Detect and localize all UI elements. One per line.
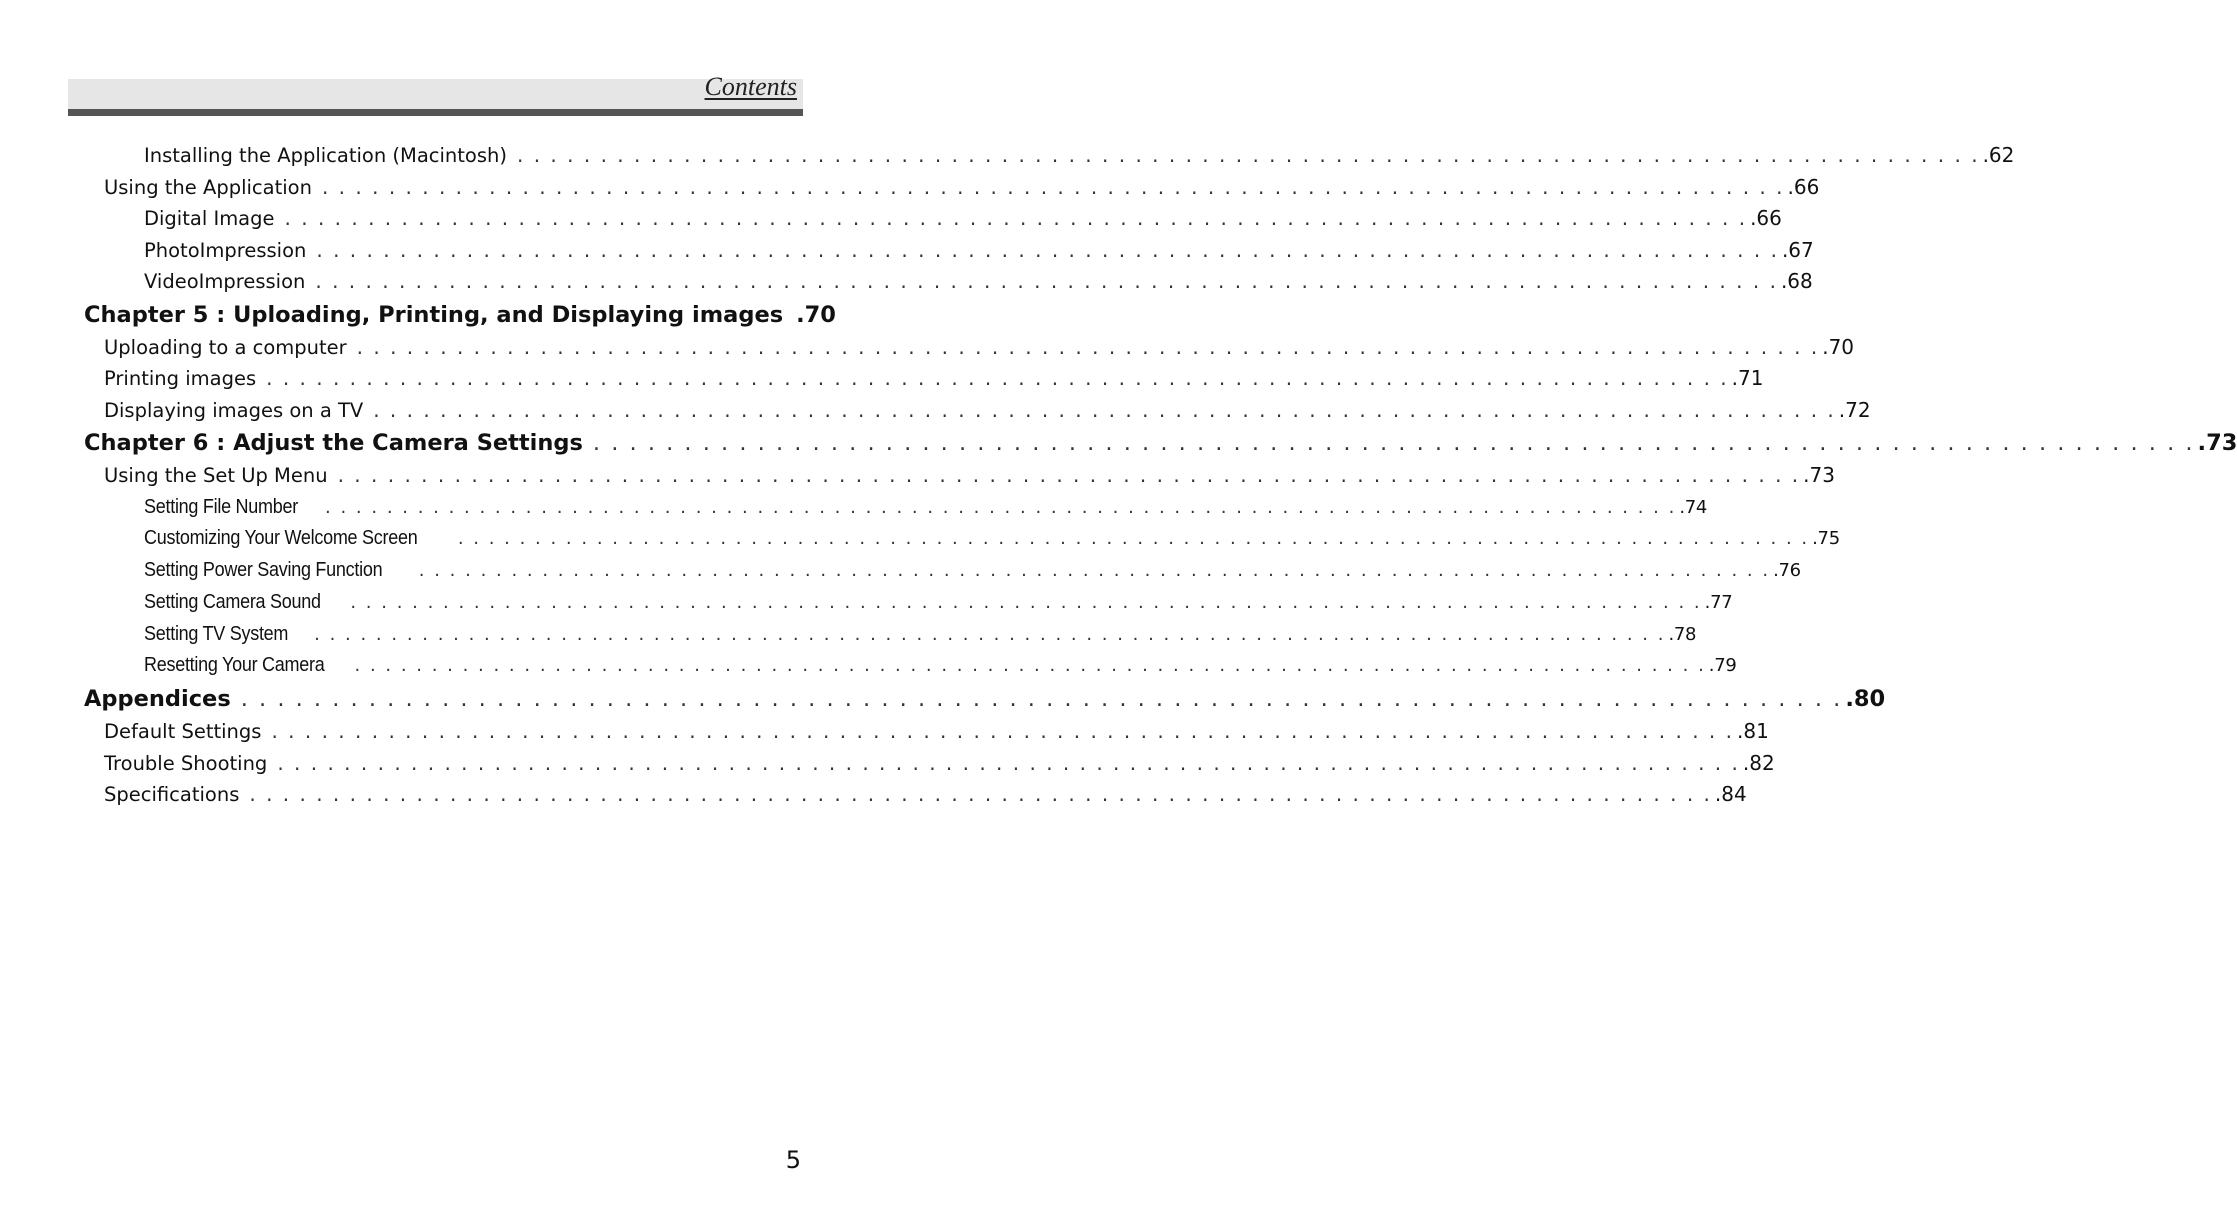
- toc-entry-title: Setting TV System: [144, 622, 289, 645]
- header-rule: [68, 109, 803, 116]
- toc-entry-row: [84, 395, 1871, 427]
- toc-entry-page: .78: [1668, 623, 1697, 645]
- dot-leader: . . . . . . . . . . . . . . . . . . . . . . . . . . . . . . . . . . . . . . . . . . . . . . . . . . . . . . . . . . . . . . . . . . . . . . . . . . . . . . . . . . . . . . . .: [337, 463, 1801, 487]
- toc-entry-title: Displaying images on a TV: [104, 398, 364, 422]
- toc-entry-row: [84, 235, 1814, 267]
- header-band: [68, 79, 803, 109]
- dot-leader: . . . . . . . . . . . . . . . . . . . . . . . . . . . . . . . . . . . . . . . . . . . . . . . . . . . . . . . . . . . . . . . . . . . . . . . . . . . . . . . . . . . . . . . .: [277, 750, 1740, 775]
- toc-entry-row: [84, 587, 1733, 619]
- dot-leader: . . . . . . . . . . . . . . . . . . . . . . . . . . . . . . . . . . . . . . . . . . . . . . . . . . . . . . . . . . . . . . . . . . . . . . . . . . . . . . . . . . . . . . . .: [284, 206, 1748, 230]
- toc-entry-row: [84, 332, 1855, 364]
- page-number: 5: [785, 1146, 801, 1174]
- toc-entry-title: Specifications: [104, 783, 240, 807]
- toc-entry-row: [84, 140, 2015, 172]
- toc-entry-title: Printing images: [104, 367, 257, 390]
- toc-entry-page: .84: [1714, 782, 1747, 807]
- toc-entry-row: [84, 716, 1769, 748]
- toc-entry-title: Using the Set Up Menu: [104, 464, 328, 487]
- dot-leader: . . . . . . . . . . . . . . . . . . . . . . . . . . . . . . . . . . . . . . . . . . . . . . . . . . . . . . . . . . . . . . . . . . . . . . . . . . . . . . . . . . . . . . . .: [356, 334, 1820, 359]
- toc-entry-row: [84, 619, 1697, 651]
- dot-leader: . . . . . . . . . . . . . . . . . . . . . . . . . . . . . . . . . . . . . . . . . . . . . . . . . . . . . . . . . . . . . . . . . . . . . . . . . . . . . . . . . . . . . . . .: [325, 496, 1677, 518]
- toc-entry-page: .62: [1982, 143, 2015, 167]
- toc-entry-title: PhotoImpression: [144, 238, 307, 262]
- dot-leader: . . . . . . . . . . . . . . . . . . . . . . . . . . . . . . . . . . . . . . . . . . . . . . . . . . . . . . . . . . . . . . . . . . . . . . . . . . . . . . . . . . . . . . . .: [314, 623, 1666, 645]
- toc-entry-page: .71: [1731, 366, 1764, 390]
- toc-entry-row: [84, 172, 1820, 204]
- toc-entry-title: Setting Power Saving Function: [144, 559, 383, 582]
- toc-entry-row: [84, 555, 1801, 587]
- toc-entry-page: .79: [1708, 655, 1737, 677]
- toc-entry-title: VideoImpression: [144, 270, 306, 293]
- toc-entry-title: Uploading to a computer: [104, 335, 347, 359]
- toc-entry-page: .74: [1679, 496, 1708, 518]
- toc-entry-page: .80: [1845, 686, 1886, 713]
- toc-entry-page: .73: [1803, 463, 1835, 487]
- toc-entry-title: Setting Camera Sound: [144, 590, 321, 613]
- toc-entry-row: [84, 363, 1764, 395]
- dot-leader: . . . . . . . . . . . . . . . . . . . . . . . . . . . . . . . . . . . . . . . . . . . . . . . . . . . . . . . . . . . . . . . . . . . . . . . . . . . . . . . . . . . . . . . .: [240, 686, 1843, 713]
- toc-entry-title: Customizing Your Welcome Screen: [144, 527, 418, 550]
- toc-entry-page: .72: [1838, 397, 1871, 422]
- toc-entry-page: .66: [1787, 174, 1820, 199]
- toc-entry-page: .67: [1781, 237, 1814, 262]
- toc-entry-row: [84, 203, 1782, 235]
- toc-entry-row: [84, 460, 1835, 492]
- toc-entry-title: Resetting Your Camera: [144, 654, 325, 677]
- table-of-contents: [84, 140, 2237, 811]
- toc-entry-page: .70: [1822, 334, 1855, 359]
- toc-entry-row: [84, 748, 1775, 780]
- toc-entry-page: .68: [1780, 269, 1813, 293]
- toc-chapter-row: [84, 426, 2237, 460]
- dot-leader: . . . . . . . . . . . . . . . . . . . . . . . . . . . . . . . . . . . . . . . . . . . . . . . . . . . . . . . . . . . . . . . . . . . . . . . . . . . . . . . . . . . . . . . .: [266, 366, 1729, 390]
- toc-chapter-row: [84, 298, 836, 332]
- toc-entry-page: .66: [1750, 206, 1782, 230]
- dot-leader: . . . . . . . . . . . . . . . . . . . . . . . . . . . . . . . . . . . . . . . . . . . . . . . . . . . . . . . . . . . . . . . . . . . . . . . . . . . . . . . . . . . . . . . .: [457, 528, 1810, 550]
- dot-leader: . . . . . . . . . . . . . . . . . . . . . . . . . . . . . . . . . . . . . . . . . . . . . . . . . . . . . . . . . . . . . . . . . . . . . . . . . . . . . . . . . . . . . . . .: [354, 655, 1706, 677]
- toc-entry-row: [84, 266, 1813, 298]
- toc-entry-title: Appendices: [84, 686, 231, 713]
- dot-leader: . . . . . . . . . . . . . . . . . . . . . . . . . . . . . . . . . . . . . . . . . . . . . . . . . . . . . . . . . . . . . . . . . . . . . . . . . . . . . . . . . . . . . . . .: [271, 719, 1734, 744]
- dot-leader: . . . . . . . . . . . . . . . . . . . . . . . . . . . . . . . . . . . . . . . . . . . . . . . . . . . . . . . . . . . . . . . . . . . . . . . . . . . . . . . . . . . . . . . .: [350, 591, 1702, 613]
- toc-entry-page: .81: [1737, 719, 1769, 744]
- toc-entry-page: .70: [796, 301, 836, 328]
- toc-entry-title: Setting File Number: [144, 495, 298, 518]
- dot-leader: . . . . . . . . . . . . . . . . . . . . . . . . . . . . . . . . . . . . . . . . . . . . . . . . . . . . . . . . . . . . . . . . . . . . . . . . . . . . . . . . . . . . . . . .: [373, 397, 1836, 422]
- dot-leader: . . . . . . . . . . . . . . . . . . . . . . . . . . . . . . . . . . . . . . . . . . . . . . . . . . . . . . . . . . . . . . . . . . . . . . . . . . . . . . . . . . . . . . . .: [315, 269, 1778, 293]
- dot-leader: . . . . . . . . . . . . . . . . . . . . . . . . . . . . . . . . . . . . . . . . . . . . . . . . . . . . . . . . . . . . . . . . . . . . . . . . . . . . . . . . . . . . . . . .: [517, 143, 1980, 167]
- toc-entry-page: .76: [1773, 560, 1801, 582]
- toc-entry-row: [84, 650, 1737, 682]
- toc-entry-row: [84, 779, 1747, 811]
- toc-entry-row: [84, 523, 1840, 555]
- toc-entry-title: Digital Image: [144, 207, 275, 230]
- toc-entry-page: .77: [1704, 591, 1733, 613]
- toc-entry-page: .73: [2197, 430, 2237, 456]
- dot-leader: . . . . . . . . . . . . . . . . . . . . . . . . . . . . . . . . . . . . . . . . . . . . . . . . . . . . . . . . . . . . . . . . . . . . . . . . . . . . . . . . . . . . . . . .: [418, 560, 1771, 582]
- toc-chapter-row: [84, 682, 1886, 716]
- dot-leader: . . . . . . . . . . . . . . . . . . . . . . . . . . . . . . . . . . . . . . . . . . . . . . . . . . . . . . . . . . . . . . . . . . . . . . . . . . . . . . . . . . . . . . . .: [316, 237, 1779, 262]
- toc-entry-title: Chapter 5 : Uploading, Printing, and Displaying images: [84, 301, 784, 328]
- dot-leader: . . . . . . . . . . . . . . . . . . . . . . . . . . . . . . . . . . . . . . . . . . . . . . . . . . . . . . . . . . . . . . . . . . . . . . . . . . . . . . . . . . . . . . . .: [321, 174, 1785, 199]
- toc-entry-title: Chapter 6 : Adjust the Camera Settings: [84, 430, 583, 456]
- page-title: Contents: [704, 72, 797, 101]
- toc-entry-page: .82: [1742, 750, 1775, 775]
- toc-entry-row: [84, 492, 1708, 524]
- toc-entry-page: .75: [1812, 528, 1840, 550]
- dot-leader: . . . . . . . . . . . . . . . . . . . . . . . . . . . . . . . . . . . . . . . . . . . . . . . . . . . . . . . . . . . . . . . . . . . . . . . . . . . . . . . . . . . . . . . .: [249, 782, 1712, 807]
- dot-leader: . . . . . . . . . . . . . . . . . . . . . . . . . . . . . . . . . . . . . . . . . . . . . . . . . . . . . . . . . . . . . . . . . . . . . . . . . . . . . . . . . . . . . . . .: [592, 430, 2195, 456]
- toc-entry-title: Installing the Application (Macintosh): [144, 144, 507, 167]
- toc-entry-title: Default Settings: [104, 720, 262, 744]
- toc-entry-title: Trouble Shooting: [104, 751, 268, 775]
- toc-entry-title: Using the Application: [104, 175, 312, 199]
